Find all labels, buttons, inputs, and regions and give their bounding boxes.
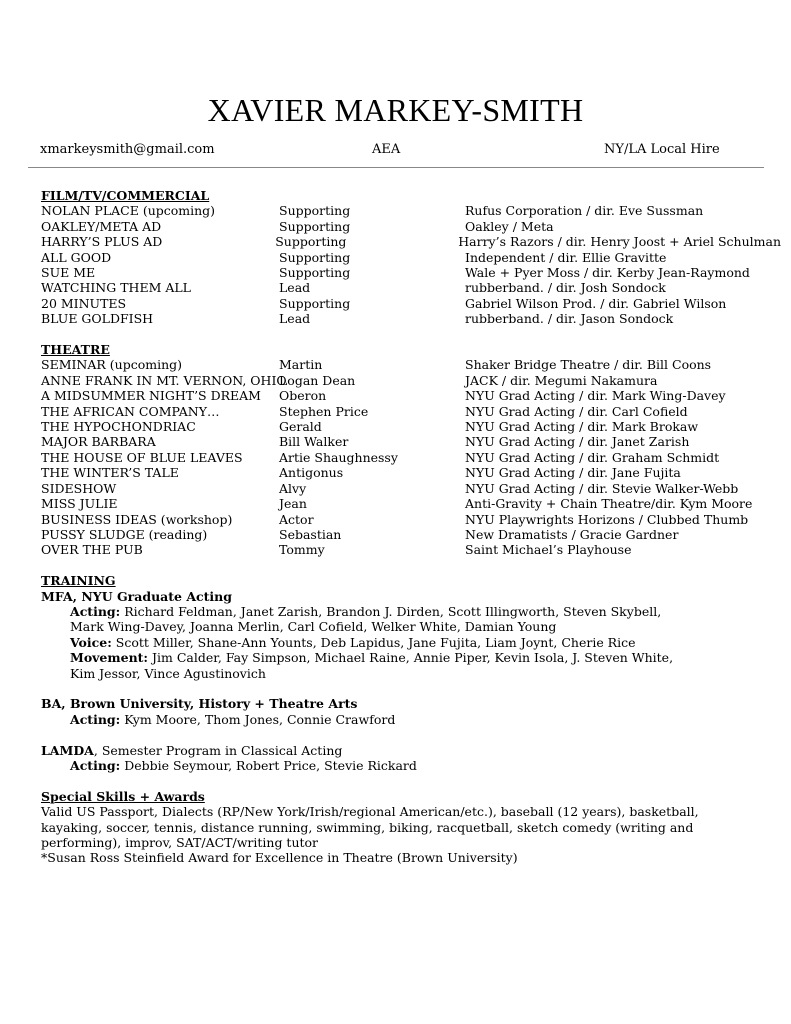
role: Alvy [279,480,307,496]
skills-line: performing), improv, SAT/ACT/writing tutor [41,834,319,850]
company-director: Gabriel Wilson Prod. / dir. Gabriel Wilson [465,295,727,311]
project-title: MAJOR BARBARA [41,434,156,450]
role: Supporting [275,234,347,250]
theatre-credit-row [41,542,781,557]
role: Antigonus [279,465,344,481]
lamda-acting-teachers: Acting: Debbie Seymour, Robert Price, Stevie Rickard [70,757,417,773]
company-director: Rufus Corporation / dir. Eve Sussman [465,203,704,219]
role: Sebastian [279,526,342,542]
film-credit-row [41,203,781,218]
training-section-heading: TRAINING [41,573,116,589]
role: Tommy [279,542,325,558]
project-title: HARRY’S PLUS AD [41,234,163,250]
project-title: OVER THE PUB [41,542,143,558]
project-title: PUSSY SLUDGE (reading) [41,526,208,542]
theatre-credit-row [41,450,781,465]
project-title: SUE ME [41,265,96,281]
project-title: NOLAN PLACE (upcoming) [41,203,216,219]
project-title: THE HYPOCHONDRIAC [41,419,196,435]
role: Artie Shaughnessy [279,449,398,465]
project-title: 20 MINUTES [41,295,127,311]
film-credit-row [41,234,781,249]
theatre-credit-row [41,481,781,496]
company-director: NYU Grad Acting / dir. Mark Brokaw [465,419,699,435]
role: Supporting [279,295,351,311]
project-title: MISS JULIE [41,496,118,512]
mfa-movement-teachers-cont: Kim Jessor, Vince Agustinovich [70,665,266,681]
theatre-credit-row [41,465,781,480]
mfa-acting-teachers-cont: Mark Wing-Davey, Joanna Merlin, Carl Cofield, Welker White, Damian Young [70,619,557,635]
company-director: Independent / dir. Ellie Gravitte [465,249,667,265]
project-title: BUSINESS IDEAS (workshop) [41,511,233,527]
role: Stephen Price [279,403,369,419]
theatre-credit-row [41,434,781,449]
role: Supporting [279,218,351,234]
company-director: Anti-Gravity + Chain Theatre/dir. Kym Moore [465,496,753,512]
role: Supporting [279,265,351,281]
project-title: THE WINTER’S TALE [41,465,179,481]
theatre-section-heading: THEATRE [41,342,110,358]
company-director: JACK / dir. Megumi Nakamura [465,372,658,388]
role: Lead [279,311,311,327]
skills-section-heading: Special Skills + Awards [41,788,205,804]
theatre-credit-row [41,404,781,419]
project-title: ALL GOOD [41,249,112,265]
company-director: NYU Grad Acting / dir. Mark Wing-Davey [465,388,726,404]
role: Oberon [279,388,327,404]
theatre-credit-row [41,527,781,542]
company-director: rubberband. / dir. Jason Sondock [465,311,674,327]
company-director: NYU Grad Acting / dir. Janet Zarish [465,434,690,450]
skills-line: kayaking, soccer, tennis, distance running, swimming, biking, racquetball, sketch comedy (writing and [41,819,694,835]
role: Logan Dean [279,372,356,388]
company-director: Oakley / Meta [465,218,554,234]
film-credits-table [41,203,781,326]
resume-body [41,188,781,866]
project-title: WATCHING THEM ALL [41,280,191,296]
film-credit-row [41,219,781,234]
theatre-credit-row [41,496,781,511]
company-director: Harry’s Razors / dir. Henry Joost + Ariel Schulman [458,234,781,250]
union-affiliation: AEA [372,142,401,157]
company-director: NYU Grad Acting / dir. Jane Fujita [465,465,681,481]
role: Actor [279,511,314,527]
skills-line: Valid US Passport, Dialects (RP/New York/Irish/regional American/etc.), baseball (12 years), basketball, [41,804,699,820]
company-director: NYU Grad Acting / dir. Stevie Walker-Webb [465,480,739,496]
theatre-credit-row [41,419,781,434]
email-address: xmarkeysmith@gmail.com [40,142,215,157]
company-director: New Dramatists / Gracie Gardner [465,526,679,542]
project-title: OAKLEY/META AD [41,218,162,234]
mfa-movement-teachers: Movement: Jim Calder, Fay Simpson, Michael Raine, Annie Piper, Kevin Isola, J. Steven White, [70,650,674,666]
ba-title: BA, Brown University, History + Theatre Arts [41,696,358,712]
mfa-title: MFA, NYU Graduate Acting [41,588,233,604]
film-credit-row [41,311,781,326]
role: Lead [279,280,311,296]
company-director: NYU Playwrights Horizons / Clubbed Thumb [465,511,749,527]
company-director: Wale + Pyer Moss / dir. Kerby Jean-Raymond [465,265,750,281]
theatre-credit-row [41,373,781,388]
project-title: ANNE FRANK IN MT. VERNON, OHIO [41,372,287,388]
project-title: THE HOUSE OF BLUE LEAVES [41,449,243,465]
project-title: SIDESHOW [41,480,117,496]
role: Gerald [279,419,322,435]
mfa-acting-teachers: Acting: Richard Feldman, Janet Zarish, Brandon J. Dirden, Scott Illingworth, Steven Skybell, [70,603,662,619]
role: Martin [279,357,323,373]
film-credit-row [41,265,781,280]
company-director: NYU Grad Acting / dir. Graham Schmidt [465,449,720,465]
actor-name: XAVIER MARKEY-SMITH [207,92,584,128]
location-info: NY/LA Local Hire [604,142,720,157]
project-title: THE AFRICAN COMPANY… [41,403,220,419]
company-director: Shaker Bridge Theatre / dir. Bill Coons [465,357,712,373]
mfa-voice-teachers: Voice: Scott Miller, Shane-Ann Younts, Deb Lapidus, Jane Fujita, Liam Joynt, Cherie Rice [70,634,636,650]
film-credit-row [41,250,781,265]
role: Jean [279,496,307,512]
theatre-credits-table [41,357,781,557]
role: Supporting [279,249,351,265]
role: Bill Walker [279,434,349,450]
film-credit-row [41,280,781,295]
theatre-credit-row [41,357,781,372]
company-director: rubberband. / dir. Josh Sondock [465,280,666,296]
project-title: A MIDSUMMER NIGHT’S DREAM [41,388,261,404]
ba-acting-teachers: Acting: Kym Moore, Thom Jones, Connie Crawford [70,711,396,727]
award-line: *Susan Ross Steinfield Award for Excellence in Theatre (Brown University) [41,850,518,866]
project-title: BLUE GOLDFISH [41,311,154,327]
film-section-heading: FILM/TV/COMMERCIAL [41,188,210,203]
lamda-title: LAMDA, Semester Program in Classical Acting [41,742,343,758]
role: Supporting [279,203,351,219]
header-divider [28,167,764,168]
theatre-credit-row [41,388,781,403]
theatre-credit-row [41,512,781,527]
project-title: SEMINAR (upcoming) [41,357,183,373]
company-director: NYU Grad Acting / dir. Carl Cofield [465,403,688,419]
film-credit-row [41,296,781,311]
company-director: Saint Michael’s Playhouse [465,542,632,558]
